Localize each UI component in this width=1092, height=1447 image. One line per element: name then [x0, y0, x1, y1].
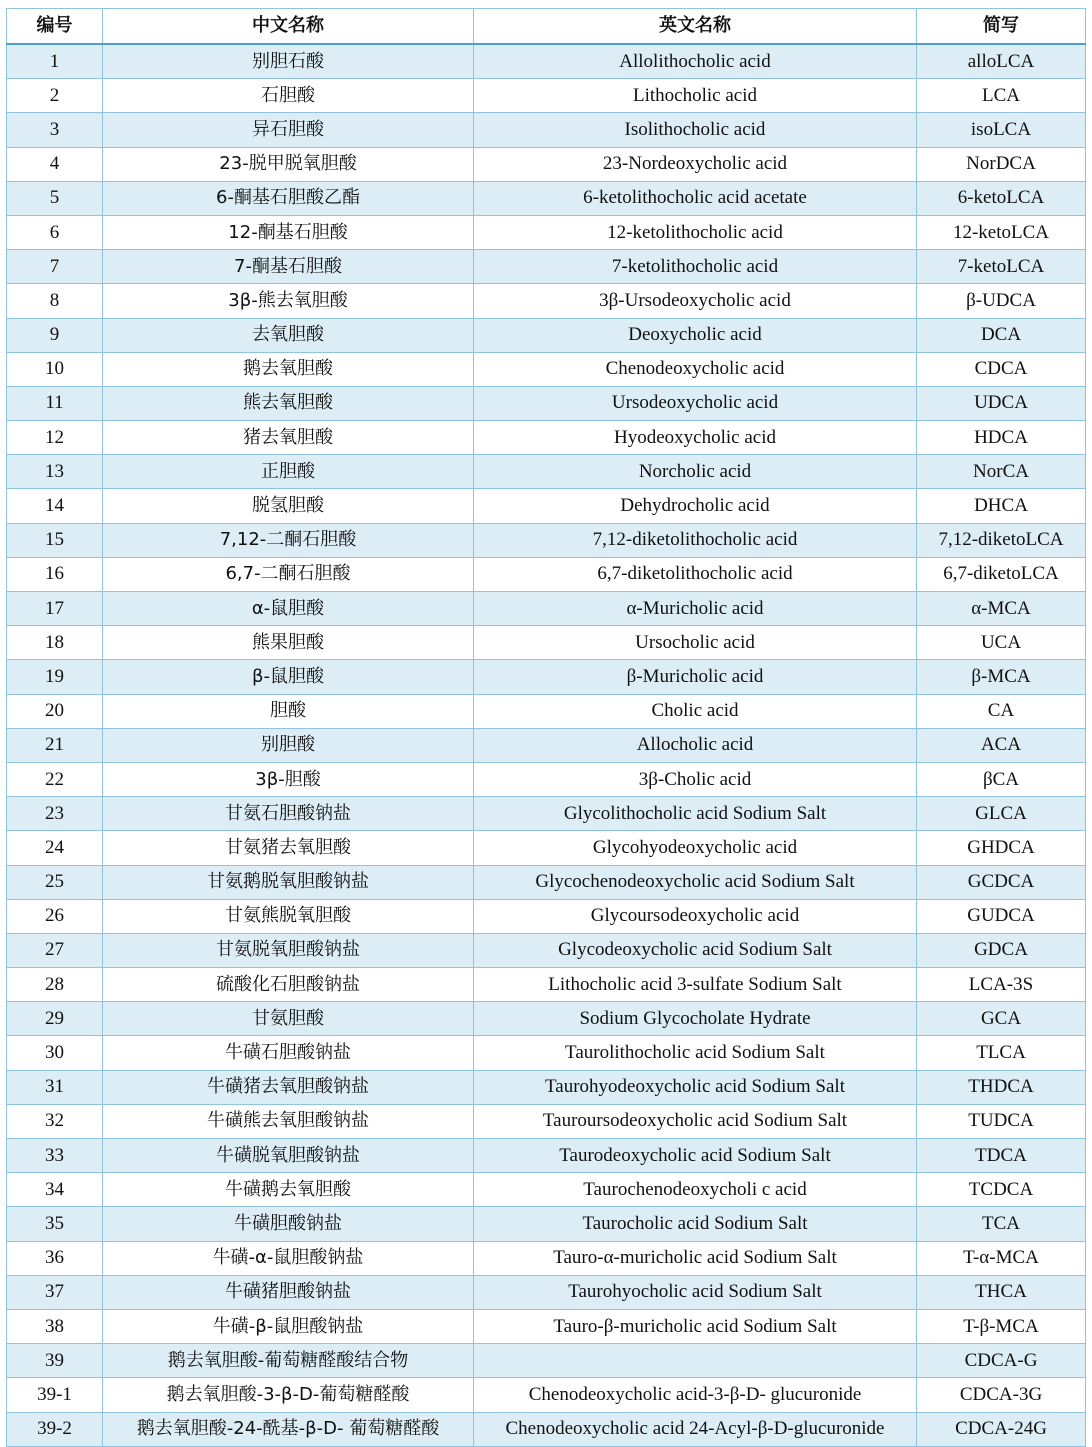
cell-english-name: Sodium Glycocholate Hydrate [474, 1002, 917, 1036]
cell-english-name: Lithocholic acid 3-sulfate Sodium Salt [474, 968, 917, 1002]
cell-abbreviation: alloLCA [917, 44, 1086, 79]
table-row [7, 899, 1086, 933]
table-row [7, 44, 1086, 79]
cell-english-name: Glycodeoxycholic acid Sodium Salt [474, 933, 917, 967]
cell-abbreviation: UCA [917, 626, 1086, 660]
cell-chinese-name: 鹅去氧胆酸-葡萄糖醛酸结合物 [103, 1344, 474, 1378]
cell-chinese-name: 23-脱甲脱氧胆酸 [103, 147, 474, 181]
cell-chinese-name: 甘氨脱氧胆酸钠盐 [103, 933, 474, 967]
cell-chinese-name: 7,12-二酮石胆酸 [103, 523, 474, 557]
table-row [7, 523, 1086, 557]
table-body [7, 44, 1086, 1446]
cell-english-name: Ursocholic acid [474, 626, 917, 660]
cell-number: 17 [7, 592, 103, 626]
cell-english-name: Dehydrocholic acid [474, 489, 917, 523]
cell-english-name: Chenodeoxycholic acid-3-β-D- glucuronide [474, 1378, 917, 1412]
cell-chinese-name: 甘氨石胆酸钠盐 [103, 797, 474, 831]
cell-number: 22 [7, 762, 103, 796]
cell-english-name: Glycochenodeoxycholic acid Sodium Salt [474, 865, 917, 899]
table-row [7, 1002, 1086, 1036]
cell-abbreviation: GDCA [917, 933, 1086, 967]
table-row [7, 865, 1086, 899]
cell-abbreviation: TCDCA [917, 1173, 1086, 1207]
cell-number: 13 [7, 455, 103, 489]
cell-number: 39-2 [7, 1412, 103, 1446]
cell-chinese-name: 别胆石酸 [103, 44, 474, 79]
cell-english-name: 12-ketolithocholic acid [474, 215, 917, 249]
table-row [7, 1139, 1086, 1173]
table-row [7, 626, 1086, 660]
cell-chinese-name: 牛磺鹅去氧胆酸 [103, 1173, 474, 1207]
cell-abbreviation: CDCA-G [917, 1344, 1086, 1378]
table-row [7, 421, 1086, 455]
cell-english-name: Cholic acid [474, 694, 917, 728]
table-row [7, 79, 1086, 113]
cell-chinese-name: 石胆酸 [103, 79, 474, 113]
cell-number: 4 [7, 147, 103, 181]
cell-english-name: 3β-Ursodeoxycholic acid [474, 284, 917, 318]
cell-abbreviation: UDCA [917, 386, 1086, 420]
cell-number: 11 [7, 386, 103, 420]
table-row [7, 1173, 1086, 1207]
cell-number: 24 [7, 831, 103, 865]
cell-abbreviation: DHCA [917, 489, 1086, 523]
cell-chinese-name: 熊去氧胆酸 [103, 386, 474, 420]
cell-number: 31 [7, 1070, 103, 1104]
table-row [7, 592, 1086, 626]
cell-english-name: Lithocholic acid [474, 79, 917, 113]
table-row [7, 1207, 1086, 1241]
cell-english-name: Tauro-β-muricholic acid Sodium Salt [474, 1309, 917, 1343]
table-row [7, 1378, 1086, 1412]
cell-abbreviation: 12-ketoLCA [917, 215, 1086, 249]
cell-chinese-name: 鹅去氧胆酸-24-酰基-β-D- 葡萄糖醛酸 [103, 1412, 474, 1446]
cell-number: 26 [7, 899, 103, 933]
cell-english-name: Allolithocholic acid [474, 44, 917, 79]
cell-number: 21 [7, 728, 103, 762]
cell-english-name: Taurohyocholic acid Sodium Salt [474, 1275, 917, 1309]
header-row [7, 9, 1086, 45]
header-english-name: 英文名称 [474, 9, 917, 45]
table-row [7, 318, 1086, 352]
cell-chinese-name: 熊果胆酸 [103, 626, 474, 660]
cell-chinese-name: 6,7-二酮石胆酸 [103, 557, 474, 591]
cell-english-name: β-Muricholic acid [474, 660, 917, 694]
cell-abbreviation: CA [917, 694, 1086, 728]
cell-english-name: Taurochenodeoxycholi c acid [474, 1173, 917, 1207]
cell-number: 29 [7, 1002, 103, 1036]
cell-chinese-name: 去氧胆酸 [103, 318, 474, 352]
cell-chinese-name: 猪去氧胆酸 [103, 421, 474, 455]
cell-chinese-name: 牛磺-β-鼠胆酸钠盐 [103, 1309, 474, 1343]
cell-abbreviation: 7,12-diketoLCA [917, 523, 1086, 557]
cell-number: 39-1 [7, 1378, 103, 1412]
table-row [7, 1275, 1086, 1309]
cell-abbreviation: NorCA [917, 455, 1086, 489]
cell-chinese-name: 12-酮基石胆酸 [103, 215, 474, 249]
table-row [7, 557, 1086, 591]
cell-english-name: Taurolithocholic acid Sodium Salt [474, 1036, 917, 1070]
cell-number: 6 [7, 215, 103, 249]
cell-english-name: Taurohyodeoxycholic acid Sodium Salt [474, 1070, 917, 1104]
cell-abbreviation: T-α-MCA [917, 1241, 1086, 1275]
cell-abbreviation: GUDCA [917, 899, 1086, 933]
cell-abbreviation: ACA [917, 728, 1086, 762]
cell-abbreviation: THCA [917, 1275, 1086, 1309]
cell-chinese-name: 甘氨熊脱氧胆酸 [103, 899, 474, 933]
table-row [7, 1070, 1086, 1104]
cell-english-name: 23-Nordeoxycholic acid [474, 147, 917, 181]
cell-number: 9 [7, 318, 103, 352]
header-abbreviation: 简写 [917, 9, 1086, 45]
cell-number: 18 [7, 626, 103, 660]
cell-english-name: Norcholic acid [474, 455, 917, 489]
cell-english-name: Hyodeoxycholic acid [474, 421, 917, 455]
cell-english-name: Deoxycholic acid [474, 318, 917, 352]
cell-number: 16 [7, 557, 103, 591]
cell-number: 27 [7, 933, 103, 967]
cell-chinese-name: 硫酸化石胆酸钠盐 [103, 968, 474, 1002]
cell-number: 33 [7, 1139, 103, 1173]
cell-abbreviation: LCA [917, 79, 1086, 113]
cell-abbreviation: LCA-3S [917, 968, 1086, 1002]
table-row [7, 1104, 1086, 1138]
cell-abbreviation: CDCA-3G [917, 1378, 1086, 1412]
cell-chinese-name: 甘氨鹅脱氧胆酸钠盐 [103, 865, 474, 899]
cell-abbreviation: 6,7-diketoLCA [917, 557, 1086, 591]
cell-chinese-name: 6-酮基石胆酸乙酯 [103, 181, 474, 215]
cell-abbreviation: HDCA [917, 421, 1086, 455]
cell-number: 32 [7, 1104, 103, 1138]
cell-chinese-name: 牛磺熊去氧胆酸钠盐 [103, 1104, 474, 1138]
table-row [7, 797, 1086, 831]
cell-english-name: Taurodeoxycholic acid Sodium Salt [474, 1139, 917, 1173]
cell-chinese-name: 7-酮基石胆酸 [103, 250, 474, 284]
cell-number: 36 [7, 1241, 103, 1275]
cell-number: 39 [7, 1344, 103, 1378]
table-row [7, 215, 1086, 249]
cell-number: 37 [7, 1275, 103, 1309]
cell-english-name: 7-ketolithocholic acid [474, 250, 917, 284]
table-row [7, 968, 1086, 1002]
cell-english-name: Glycohyodeoxycholic acid [474, 831, 917, 865]
cell-number: 30 [7, 1036, 103, 1070]
table-row [7, 1309, 1086, 1343]
cell-abbreviation: α-MCA [917, 592, 1086, 626]
cell-english-name: Taurocholic acid Sodium Salt [474, 1207, 917, 1241]
cell-number: 38 [7, 1309, 103, 1343]
cell-abbreviation: TLCA [917, 1036, 1086, 1070]
cell-abbreviation: DCA [917, 318, 1086, 352]
cell-chinese-name: 3β-熊去氧胆酸 [103, 284, 474, 318]
cell-number: 34 [7, 1173, 103, 1207]
cell-chinese-name: 甘氨猪去氧胆酸 [103, 831, 474, 865]
cell-english-name: Chenodeoxycholic acid 24-Acyl-β-D-glucuronide [474, 1412, 917, 1446]
cell-number: 1 [7, 44, 103, 79]
cell-abbreviation: β-MCA [917, 660, 1086, 694]
cell-abbreviation: TCA [917, 1207, 1086, 1241]
cell-chinese-name: 鹅去氧胆酸 [103, 352, 474, 386]
table-row [7, 1412, 1086, 1446]
cell-english-name: 6,7-diketolithocholic acid [474, 557, 917, 591]
cell-number: 2 [7, 79, 103, 113]
cell-abbreviation: GCDCA [917, 865, 1086, 899]
cell-english-name: α-Muricholic acid [474, 592, 917, 626]
cell-chinese-name: 正胆酸 [103, 455, 474, 489]
cell-chinese-name: β-鼠胆酸 [103, 660, 474, 694]
cell-number: 14 [7, 489, 103, 523]
bile-acid-table-container [6, 8, 1085, 1447]
table-row [7, 284, 1086, 318]
cell-number: 35 [7, 1207, 103, 1241]
table-row [7, 352, 1086, 386]
table-row [7, 1036, 1086, 1070]
cell-number: 28 [7, 968, 103, 1002]
table-row [7, 762, 1086, 796]
table-row [7, 694, 1086, 728]
cell-abbreviation: TUDCA [917, 1104, 1086, 1138]
cell-number: 12 [7, 421, 103, 455]
header-chinese-name: 中文名称 [103, 9, 474, 45]
table-row [7, 728, 1086, 762]
cell-abbreviation: GLCA [917, 797, 1086, 831]
cell-english-name: Glycoursodeoxycholic acid [474, 899, 917, 933]
table-row [7, 181, 1086, 215]
cell-abbreviation: βCA [917, 762, 1086, 796]
cell-abbreviation: isoLCA [917, 113, 1086, 147]
table-row [7, 831, 1086, 865]
cell-chinese-name: 脱氢胆酸 [103, 489, 474, 523]
table-row [7, 455, 1086, 489]
cell-abbreviation: THDCA [917, 1070, 1086, 1104]
cell-number: 3 [7, 113, 103, 147]
cell-number: 7 [7, 250, 103, 284]
cell-number: 25 [7, 865, 103, 899]
cell-english-name: Isolithocholic acid [474, 113, 917, 147]
cell-chinese-name: α-鼠胆酸 [103, 592, 474, 626]
cell-chinese-name: 3β-胆酸 [103, 762, 474, 796]
cell-chinese-name: 异石胆酸 [103, 113, 474, 147]
cell-english-name: 6-ketolithocholic acid acetate [474, 181, 917, 215]
cell-abbreviation: NorDCA [917, 147, 1086, 181]
cell-abbreviation: CDCA [917, 352, 1086, 386]
cell-chinese-name: 别胆酸 [103, 728, 474, 762]
table-header [7, 9, 1086, 45]
cell-abbreviation: GCA [917, 1002, 1086, 1036]
cell-english-name: 7,12-diketolithocholic acid [474, 523, 917, 557]
table-row [7, 933, 1086, 967]
cell-chinese-name: 牛磺脱氧胆酸钠盐 [103, 1139, 474, 1173]
table-row [7, 250, 1086, 284]
cell-english-name: Glycolithocholic acid Sodium Salt [474, 797, 917, 831]
cell-number: 5 [7, 181, 103, 215]
cell-chinese-name: 牛磺石胆酸钠盐 [103, 1036, 474, 1070]
cell-chinese-name: 甘氨胆酸 [103, 1002, 474, 1036]
cell-number: 15 [7, 523, 103, 557]
table-row [7, 489, 1086, 523]
cell-english-name: Tauroursodeoxycholic acid Sodium Salt [474, 1104, 917, 1138]
table-row [7, 660, 1086, 694]
cell-chinese-name: 胆酸 [103, 694, 474, 728]
cell-number: 10 [7, 352, 103, 386]
cell-number: 19 [7, 660, 103, 694]
header-number: 编号 [7, 9, 103, 45]
cell-abbreviation: 7-ketoLCA [917, 250, 1086, 284]
cell-english-name: Ursodeoxycholic acid [474, 386, 917, 420]
cell-chinese-name: 牛磺-α-鼠胆酸钠盐 [103, 1241, 474, 1275]
table-row [7, 147, 1086, 181]
cell-abbreviation: β-UDCA [917, 284, 1086, 318]
cell-abbreviation: 6-ketoLCA [917, 181, 1086, 215]
cell-number: 20 [7, 694, 103, 728]
cell-english-name: Chenodeoxycholic acid [474, 352, 917, 386]
table-row [7, 113, 1086, 147]
bile-acid-table [6, 8, 1086, 1447]
cell-english-name: Allocholic acid [474, 728, 917, 762]
cell-chinese-name: 牛磺胆酸钠盐 [103, 1207, 474, 1241]
table-row [7, 1344, 1086, 1378]
cell-chinese-name: 鹅去氧胆酸-3-β-D-葡萄糖醛酸 [103, 1378, 474, 1412]
cell-abbreviation: CDCA-24G [917, 1412, 1086, 1446]
cell-chinese-name: 牛磺猪胆酸钠盐 [103, 1275, 474, 1309]
cell-abbreviation: T-β-MCA [917, 1309, 1086, 1343]
cell-abbreviation: TDCA [917, 1139, 1086, 1173]
table-row [7, 1241, 1086, 1275]
cell-number: 23 [7, 797, 103, 831]
cell-chinese-name: 牛磺猪去氧胆酸钠盐 [103, 1070, 474, 1104]
cell-english-name: Tauro-α-muricholic acid Sodium Salt [474, 1241, 917, 1275]
cell-english-name [474, 1344, 917, 1378]
cell-abbreviation: GHDCA [917, 831, 1086, 865]
cell-number: 8 [7, 284, 103, 318]
cell-english-name: 3β-Cholic acid [474, 762, 917, 796]
table-row [7, 386, 1086, 420]
